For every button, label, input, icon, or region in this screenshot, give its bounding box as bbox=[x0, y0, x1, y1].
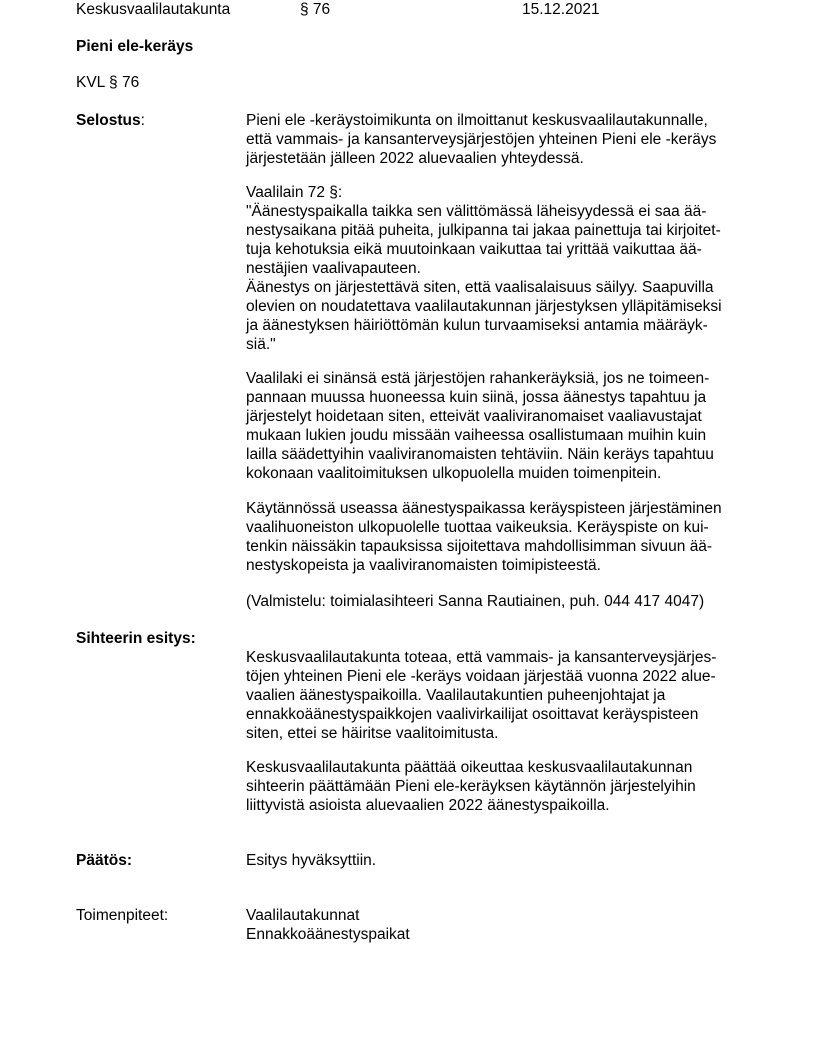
paatos-label: Päätös: bbox=[76, 852, 132, 869]
preparer-note bbox=[246, 592, 704, 611]
text-line: nestysaikana pitää puheita, julkipanna tai jakaa painettuja tai kirjoitet- bbox=[246, 222, 721, 239]
text-line: tuja kehotuksia eikä muutoinkaan vaikuttaa tai yrittää vaikuttaa ää- bbox=[246, 241, 702, 258]
text-line: Keskusvaalilautakunta toteaa, että vammais- ja kansanterveysjärjes- bbox=[246, 649, 717, 666]
reference: KVL § 76 bbox=[76, 74, 140, 91]
text-line: Äänestys on järjestettävä siten, että vaalisalaisuus säilyy. Saapuvilla bbox=[246, 279, 714, 296]
text-line: Vaalilaki ei sinänsä estä järjestöjen rahankeräyksiä, jos ne toimeen- bbox=[246, 370, 710, 387]
text-line: vaalihuoneiston ulkopuolelle tuottaa vaikeuksia. Keräyspiste on kui- bbox=[246, 519, 709, 536]
selostus-paragraph-3 bbox=[246, 369, 714, 483]
text-line: töjen yhteinen Pieni ele -keräys voidaan järjestää vuonna 2022 alue- bbox=[246, 668, 716, 685]
text-line: pannaan muussa huoneessa kuin siinä, jossa äänestys tapahtuu ja bbox=[246, 389, 707, 406]
text-line: Pieni ele -keräystoimikunta on ilmoittanut keskusvaalilautakunnalle, bbox=[246, 112, 708, 129]
text-line: tenkin näissäkin tapauksissa sijoitettava mahdollisimman sivuun ää- bbox=[246, 538, 713, 555]
text-line: järjestetään jälleen 2022 aluevaalien yhteydessä. bbox=[246, 150, 584, 167]
header-organization: Keskusvaalilautakunta bbox=[76, 1, 231, 18]
selostus-paragraph-1 bbox=[246, 111, 716, 168]
header-date: 15.12.2021 bbox=[522, 1, 600, 18]
selostus-paragraph-4 bbox=[246, 499, 722, 575]
sihteerin-esitys-label: Sihteerin esitys: bbox=[76, 630, 196, 647]
text-line: järjestelyt hoidetaan siten, etteivät vaaliviranomaiset vaaliavustajat bbox=[246, 408, 702, 425]
toimenpiteet-list bbox=[246, 906, 410, 944]
text-line: Käytännössä useassa äänestyspaikassa keräyspisteen järjestäminen bbox=[246, 500, 722, 517]
text-line: ennakkoäänestyspaikkojen vaalivirkailijat osoittavat keräyspisteen bbox=[246, 706, 699, 723]
text-line: "Äänestyspaikalla taikka sen välittömässä läheisyydessä ei saa ää- bbox=[246, 203, 707, 220]
selostus-label: Selostus: bbox=[76, 112, 145, 129]
text-line: lailla säädettyihin vaaliviranomaisten tehtäviin. Näin keräys tapahtuu bbox=[246, 446, 714, 463]
sihteerin-esitys-paragraph-1 bbox=[246, 648, 716, 743]
text-line: sihteerin päättämään Pieni ele-keräyksen käytännön järjestelyihin bbox=[246, 778, 696, 795]
header-section: § 76 bbox=[300, 1, 331, 18]
paatos-text: Esitys hyväksyttiin. bbox=[246, 852, 377, 869]
text-line: että vammais- ja kansanterveysjärjestöjen yhteinen Pieni ele -keräys bbox=[246, 131, 717, 148]
text-line: liittyvistä asioista aluevaalien 2022 äänestyspaikoilla. bbox=[246, 797, 610, 814]
text-line: vaalien äänestyspaikoilla. Vaalilautakuntien puheenjohtajat ja bbox=[246, 687, 666, 704]
document-title: Pieni ele-keräys bbox=[76, 38, 194, 55]
text-line: nestyskopeista ja vaaliviranomaisten toimipisteestä. bbox=[246, 557, 601, 574]
toimenpiteet-label: Toimenpiteet: bbox=[76, 907, 169, 924]
text-line: (Valmistelu: toimialasihteeri Sanna Rautiainen, puh. 044 417 4047) bbox=[246, 593, 705, 610]
text-line: nestäjien vaalivapauteen. bbox=[246, 260, 421, 277]
sihteerin-esitys-paragraph-2 bbox=[246, 758, 696, 815]
text-line: Keskusvaalilautakunta päättää oikeuttaa keskusvaalilautakunnan bbox=[246, 759, 693, 776]
text-line: kokonaan vaalitoimituksen ulkopuolella muiden toimenpitein. bbox=[246, 465, 662, 482]
text-line: Vaalilain 72 §: bbox=[246, 184, 343, 201]
text-line: olevien on noudatettava vaalilautakunnan järjestyksen ylläpitämiseksi bbox=[246, 298, 722, 315]
text-line: siten, ettei se häiritse vaalitoimitusta. bbox=[246, 725, 499, 742]
text-line: Ennakkoäänestyspaikat bbox=[246, 926, 410, 943]
text-line: mukaan lukien joudu missään vaiheessa osallistumaan muihin kuin bbox=[246, 427, 707, 444]
text-line: siä." bbox=[246, 336, 276, 353]
text-line: Vaalilautakunnat bbox=[246, 907, 360, 924]
selostus-paragraph-2 bbox=[246, 183, 722, 354]
text-line: ja äänestyksen häiriöttömän kulun turvaamiseksi antamia määräyk- bbox=[246, 317, 708, 334]
